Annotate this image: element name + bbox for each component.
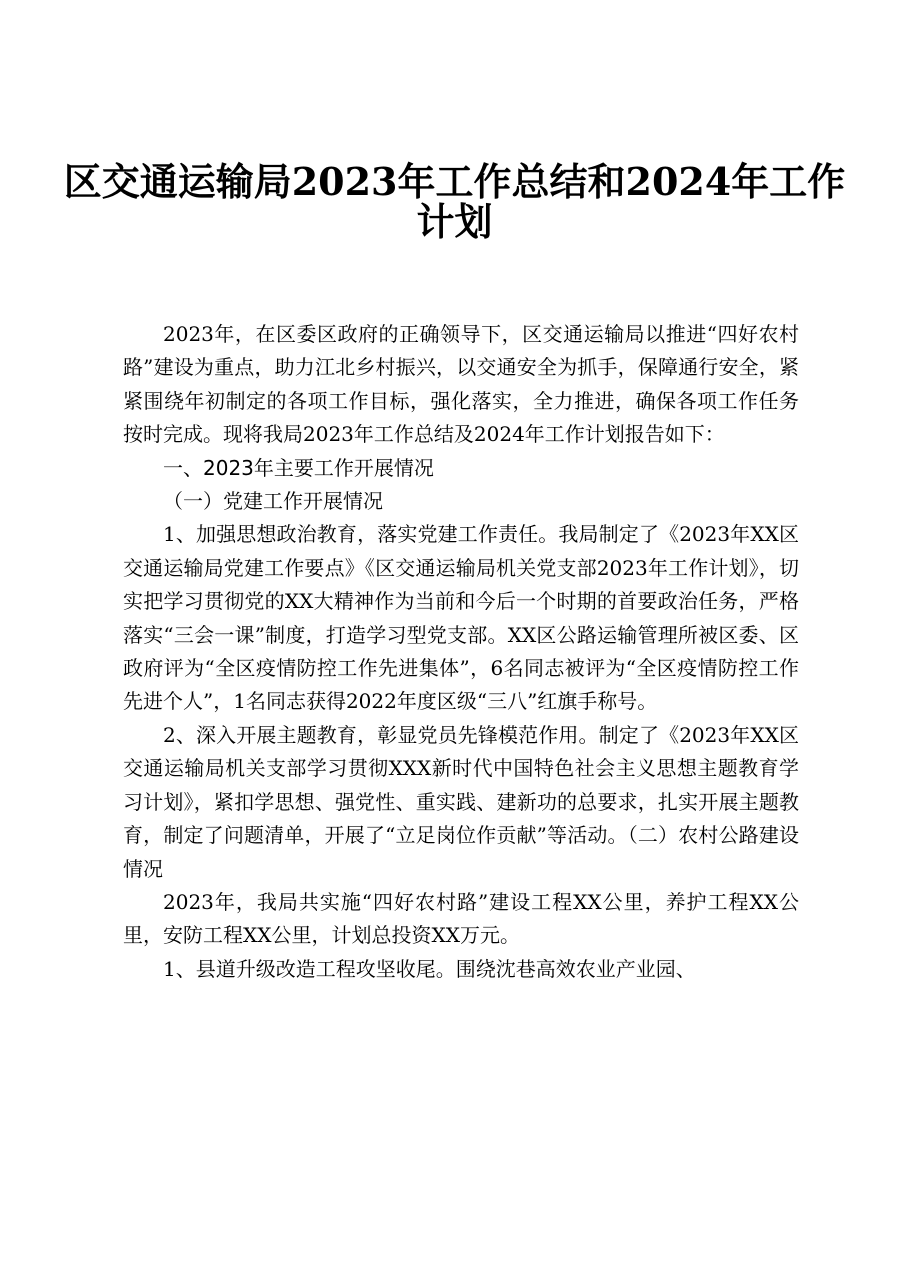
paragraph-rural-roads: 2023年，我局共实施“四好农村路”建设工程XX公里，养护工程XX公里，安防工程XX公里，计划总投资XX万元。 <box>123 889 799 948</box>
paragraph-party-education: 1、加强思想政治教育，落实党建工作责任。我局制定了《2023年XX区交通运输局党建工作要点》《区交通运输局机关党支部2023年工作计划》，切实把学习贯彻党的XX大精神作为当前和今后一个时期的首要政治任务，严格落实“三会一课”制度，打造学习型党支部。XX区公路运输管理所被区委、区政府评为“全区疫情防控工作先进集体”，6名同志被评为“全区疫情防控工作先进个人”，1名同志获得2022年度区级“三八”红旗手称号。 <box>123 522 799 714</box>
intro-paragraph: 2023年，在区委区政府的正确领导下，区交通运输局以推进“四好农村路”建设为重点，助力江北乡村振兴，以交通安全为抓手，保障通行安全，紧紧围绕年初制定的各项工作目标，强化落实，全力推进，确保各项工作任务按时完成。现将我局2023年工作总结及2024年工作计划报告如下： <box>123 322 799 447</box>
document-body <box>123 318 799 986</box>
section-heading-1: 一、2023年主要工作开展情况 <box>163 455 434 480</box>
paragraph-theme-education: 2、深入开展主题教育，彰显党员先锋模范作用。制定了《2023年XX区交通运输局机关支部学习贯彻XXX新时代中国特色社会主义思想主题教育学习计划》，紧扣学思想、强党性、重实践、建新功的总要求，扎实开展主题教育，制定了问题清单，开展了“立足岗位作贡献”等活动。（二）农村公路建设情况 <box>123 722 799 881</box>
document-title-line1: 区交通运输局2023年工作总结和2024年工作 <box>63 159 846 204</box>
paragraph-county-roads: 1、县道升级改造工程攻坚收尾。围绕沈巷高效农业产业园、 <box>163 956 696 981</box>
document-title-line2: 计划 <box>416 199 493 244</box>
subsection-heading-1: （一）党建工作开展情况 <box>163 489 383 514</box>
